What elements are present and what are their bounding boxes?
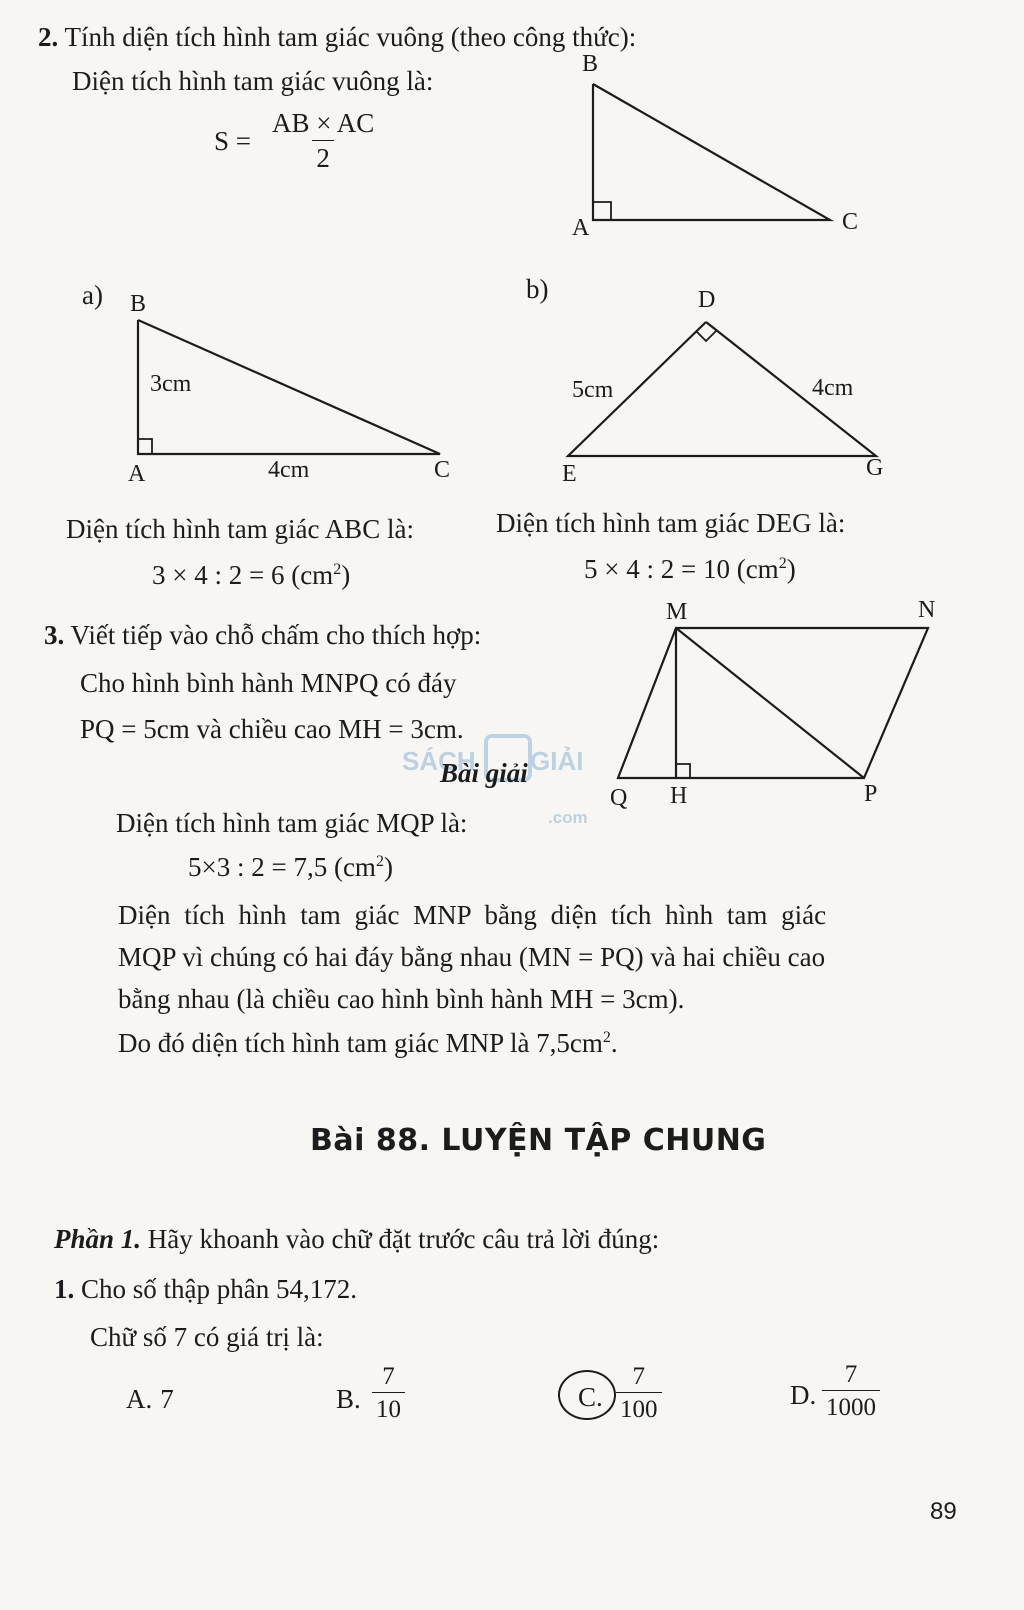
parallelogram-mnpq (610, 618, 950, 788)
vertex-d-label: D (698, 287, 716, 313)
solution-line-5: bằng nhau (là chiều cao hình bình hành MH = 3cm). (118, 984, 685, 1014)
option-d-fraction: $\frac{7}{1000}$ (822, 1362, 880, 1420)
exercise-number: 2. (38, 22, 59, 52)
intro-text: Diện tích hình tam giác vuông là: (72, 66, 434, 96)
question-1 (54, 1276, 357, 1303)
exercise-title: Tính diện tích hình tam giác vuông (theo công thức): (64, 22, 637, 52)
calc-abc: 3 × 4 : 2 = 6 $(cm^2)$ (152, 560, 351, 590)
vertex-g-label: G (866, 455, 884, 481)
formula-lhs: S = (214, 126, 251, 156)
vertex-n-label: N (918, 597, 936, 623)
formula-fraction (268, 110, 378, 172)
side-de-length: 5cm (572, 377, 614, 403)
problem-line-1: Cho hình bình hành MNPQ có đáy (80, 668, 457, 698)
part-text: Hãy khoanh vào chữ đặt trước câu trả lời đúng: (147, 1224, 660, 1254)
option-b-fraction: $\frac{7}{10}$ (372, 1364, 405, 1422)
vertex-e-label: E (562, 461, 577, 487)
problem-line-2: PQ = 5cm và chiều cao MH = 3cm. (80, 714, 464, 744)
solution-line-6: Do đó diện tích hình tam giác MNP là $7,5cm^2$. (118, 1028, 618, 1058)
part-a-tag: a) (82, 280, 103, 310)
solution-line-1: Diện tích hình tam giác MQP là: (116, 808, 468, 838)
option-c[interactable]: C. (578, 1382, 603, 1412)
caption-abc: Diện tích hình tam giác ABC là: (66, 514, 414, 544)
part-1-instruction (54, 1226, 659, 1253)
vertex-c-label: C (434, 457, 451, 483)
part-label: Phần 1. (54, 1224, 142, 1254)
exercise-2-heading (38, 24, 636, 51)
solution-line-2: 5×3 : 2 = 7,5 $(cm^2)$ (188, 852, 393, 882)
side-dg-length: 4cm (812, 375, 854, 401)
part-b-tag: b) (526, 274, 549, 304)
vertex-q-label: Q (610, 785, 628, 811)
exercise-title: Viết tiếp vào chỗ chấm cho thích hợp: (70, 620, 482, 650)
option-a[interactable]: A. 7 (126, 1384, 174, 1414)
vertex-c-label: C (842, 209, 859, 235)
vertex-b-label: B (130, 291, 147, 317)
vertex-h-label: H (670, 783, 688, 809)
vertex-m-label: M (666, 599, 688, 625)
vertex-p-label: P (864, 781, 878, 807)
solution-heading: Bài giải (440, 758, 528, 788)
reference-triangle (585, 72, 845, 232)
question-text: Cho số thập phân 54,172. (81, 1274, 357, 1304)
solution-line-3: Diện tích hình tam giác MNP bằng diện tích hình tam giác (118, 900, 827, 930)
option-b[interactable]: B. (336, 1384, 361, 1414)
solution-line-4: MQP vì chúng có hai đáy bằng nhau (MN = PQ) và hai chiều cao (118, 942, 826, 972)
page-number: 89 (930, 1498, 957, 1525)
vertex-a-label: A (572, 215, 590, 241)
side-ab-length: 3cm (150, 371, 192, 397)
formula-denominator: 2 (312, 140, 334, 172)
side-ac-length: 4cm (268, 457, 310, 483)
lesson-title: Bài 88. LUYỆN TẬP CHUNG (310, 1123, 767, 1158)
vertex-a-label: A (128, 461, 146, 487)
exercise-3-heading (44, 622, 481, 649)
calc-deg: 5 × 4 : 2 = 10 $(cm^2)$ (584, 554, 796, 584)
question-1-sub: Chữ số 7 có giá trị là: (90, 1322, 324, 1352)
caption-deg: Diện tích hình tam giác DEG là: (496, 508, 846, 538)
option-d[interactable]: D. (790, 1380, 817, 1410)
exercise-number: 3. (44, 620, 65, 650)
question-number: 1. (54, 1274, 75, 1304)
option-c-fraction: $\frac{7}{100}$ (616, 1364, 662, 1422)
formula-numerator: AB × AC (272, 108, 375, 138)
vertex-b-label: B (582, 51, 599, 77)
